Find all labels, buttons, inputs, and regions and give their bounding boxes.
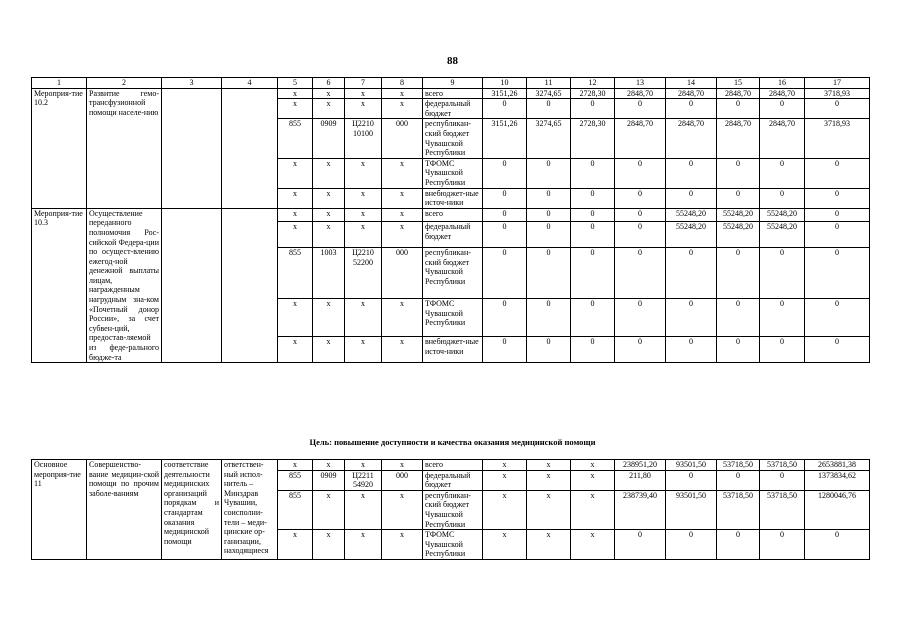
amount-cell: 55248,20 (666, 222, 717, 248)
amount-cell: 0 (615, 222, 666, 248)
amount-cell: 0 (615, 248, 666, 299)
amount-cell: 0 (483, 337, 527, 363)
amount-cell: 0 (805, 158, 870, 188)
funding-source-cell: всего (423, 88, 483, 99)
amount-cell: 0 (805, 298, 870, 336)
amount-cell: 53718,50 (717, 490, 760, 529)
amount-cell: 0 (527, 99, 571, 119)
amount-cell: 0 (666, 298, 717, 336)
code-cell: x (345, 88, 382, 99)
amount-cell: 0 (760, 188, 805, 208)
code-cell: 855 (278, 490, 313, 529)
table-row (32, 460, 870, 471)
amount-cell: 0 (571, 99, 615, 119)
code-cell: x (382, 490, 423, 529)
amount-cell: 0 (483, 248, 527, 299)
code-cell: Ц2211 54920 (345, 470, 382, 490)
target-indicator-cell: соответствие деятельности медицинских организаций порядкам и стандартам оказания медицинской помощи (162, 460, 222, 560)
code-cell: x (278, 208, 313, 222)
amount-cell: 0 (760, 337, 805, 363)
code-cell: x (382, 460, 423, 471)
amount-cell: x (571, 490, 615, 529)
column-number: 17 (805, 78, 870, 89)
amount-cell: 0 (717, 248, 760, 299)
amount-cell: 0 (760, 530, 805, 560)
column-number: 10 (483, 78, 527, 89)
amount-cell: 0 (483, 99, 527, 119)
column-number: 15 (717, 78, 760, 89)
budget-table-bottom (31, 459, 870, 560)
event-label-cell: Мероприя-тие 10.3 (32, 208, 87, 363)
amount-cell: 0 (760, 158, 805, 188)
amount-cell: 0 (666, 530, 717, 560)
amount-cell: 93501,50 (666, 490, 717, 529)
amount-cell: 0 (805, 222, 870, 248)
code-cell: x (278, 188, 313, 208)
page-number: 88 (447, 55, 458, 67)
amount-cell: 0 (666, 470, 717, 490)
amount-cell: 53718,50 (760, 460, 805, 471)
amount-cell: 2848,70 (615, 119, 666, 158)
column-number: 11 (527, 78, 571, 89)
funding-source-cell: всего (423, 460, 483, 471)
amount-cell: 0 (666, 99, 717, 119)
funding-source-cell: республикан-ский бюджет Чувашской Республики (423, 490, 483, 529)
amount-cell: 55248,20 (760, 208, 805, 222)
code-cell: x (382, 88, 423, 99)
amount-cell: 0 (717, 470, 760, 490)
column-number: 8 (382, 78, 423, 89)
amount-cell: 0 (615, 99, 666, 119)
amount-cell: 0 (805, 208, 870, 222)
code-cell: x (382, 99, 423, 119)
funding-source-cell: федеральный бюджет (423, 99, 483, 119)
header-row (32, 78, 870, 89)
amount-cell: 0 (717, 298, 760, 336)
amount-cell: 2848,70 (666, 88, 717, 99)
amount-cell: 2848,70 (666, 119, 717, 158)
amount-cell: 3151,26 (483, 88, 527, 99)
column-number: 9 (423, 78, 483, 89)
amount-cell: 0 (805, 99, 870, 119)
amount-cell: 211,80 (615, 470, 666, 490)
amount-cell: 0 (527, 208, 571, 222)
amount-cell: 0 (666, 188, 717, 208)
amount-cell: x (571, 530, 615, 560)
target-indicator-cell (162, 208, 222, 363)
amount-cell: 0 (483, 208, 527, 222)
amount-cell: 0 (760, 298, 805, 336)
amount-cell: x (571, 470, 615, 490)
code-cell: x (345, 460, 382, 471)
amount-cell: 0 (527, 222, 571, 248)
amount-cell: 238739,40 (615, 490, 666, 529)
amount-cell: 3274,65 (527, 119, 571, 158)
amount-cell: 0 (717, 188, 760, 208)
amount-cell: 0 (805, 530, 870, 560)
code-cell: x (382, 188, 423, 208)
amount-cell: 0 (527, 248, 571, 299)
amount-cell: 0 (527, 188, 571, 208)
amount-cell: 0 (615, 188, 666, 208)
amount-cell: 0 (760, 248, 805, 299)
amount-cell: 0 (666, 337, 717, 363)
amount-cell: 2848,70 (717, 88, 760, 99)
amount-cell: 0 (571, 208, 615, 222)
amount-cell: 2848,70 (760, 119, 805, 158)
code-cell: x (345, 337, 382, 363)
table-row (32, 208, 870, 222)
amount-cell: x (527, 460, 571, 471)
amount-cell: 0 (527, 158, 571, 188)
amount-cell: 0 (805, 188, 870, 208)
code-cell: Ц2210 52200 (345, 248, 382, 299)
code-cell: x (382, 208, 423, 222)
code-cell: x (313, 337, 345, 363)
amount-cell: x (527, 470, 571, 490)
column-number: 2 (87, 78, 162, 89)
amount-cell: 55248,20 (760, 222, 805, 248)
amount-cell: 0 (615, 530, 666, 560)
funding-source-cell: республикан-ский бюджет Чувашской Республики (423, 119, 483, 158)
code-cell: x (382, 530, 423, 560)
amount-cell: 0 (571, 298, 615, 336)
column-number: 14 (666, 78, 717, 89)
amount-cell: 0 (571, 222, 615, 248)
funding-source-cell: федеральный бюджет (423, 470, 483, 490)
code-cell: x (313, 460, 345, 471)
code-cell: x (345, 188, 382, 208)
amount-cell: 55248,20 (717, 222, 760, 248)
code-cell: x (278, 460, 313, 471)
amount-cell: 2728,30 (571, 119, 615, 158)
code-cell: x (278, 99, 313, 119)
column-number: 13 (615, 78, 666, 89)
amount-cell: x (483, 530, 527, 560)
amount-cell: 0 (483, 222, 527, 248)
target-indicator-cell (162, 88, 222, 208)
amount-cell: x (483, 470, 527, 490)
event-description-cell: Развитие гемо-трансфузионной помощи населе-нию (87, 88, 162, 208)
amount-cell: 3718,93 (805, 119, 870, 158)
amount-cell: 0 (571, 248, 615, 299)
funding-source-cell: ТФОМС Чувашской Республики (423, 298, 483, 336)
amount-cell: 93501,50 (666, 460, 717, 471)
code-cell: x (278, 158, 313, 188)
amount-cell: 238951,20 (615, 460, 666, 471)
amount-cell: 0 (666, 248, 717, 299)
code-cell: x (345, 490, 382, 529)
code-cell: x (345, 222, 382, 248)
amount-cell: 0 (717, 99, 760, 119)
amount-cell: x (527, 490, 571, 529)
code-cell: x (345, 208, 382, 222)
code-cell: 000 (382, 119, 423, 158)
amount-cell: 2653881,38 (805, 460, 870, 471)
code-cell: x (313, 298, 345, 336)
amount-cell: 0 (483, 158, 527, 188)
code-cell: x (313, 222, 345, 248)
amount-cell: 55248,20 (666, 208, 717, 222)
amount-cell: 0 (717, 158, 760, 188)
code-cell: 855 (278, 470, 313, 490)
funding-source-cell: федеральный бюджет (423, 222, 483, 248)
code-cell: 855 (278, 119, 313, 158)
column-number: 5 (278, 78, 313, 89)
code-cell: x (382, 222, 423, 248)
code-cell: x (278, 530, 313, 560)
amount-cell: 0 (717, 337, 760, 363)
amount-cell: 0 (615, 208, 666, 222)
code-cell: x (313, 188, 345, 208)
code-cell: x (278, 298, 313, 336)
amount-cell: x (483, 490, 527, 529)
code-cell: 0909 (313, 119, 345, 158)
funding-source-cell: всего (423, 208, 483, 222)
column-number: 3 (162, 78, 222, 89)
amount-cell: 0 (805, 248, 870, 299)
code-cell: x (382, 337, 423, 363)
code-cell: x (278, 337, 313, 363)
table-row (32, 88, 870, 99)
amount-cell: 0 (760, 470, 805, 490)
event-description-cell: Совершенство-вание медицин-ской помощи по прочим заболе-ваниям (87, 460, 162, 560)
amount-cell: 0 (527, 298, 571, 336)
amount-cell: 0 (483, 298, 527, 336)
code-cell: x (313, 158, 345, 188)
code-cell: x (313, 99, 345, 119)
responsible-cell: ответствен-ный испол-нитель – Минздрав Чувашии, соисполни-тели – меди-цинские ор-ганизации, находящиеся (222, 460, 278, 560)
column-number: 12 (571, 78, 615, 89)
column-number: 4 (222, 78, 278, 89)
column-number: 7 (345, 78, 382, 89)
funding-source-cell: внебюджет-ные источ-ники (423, 188, 483, 208)
amount-cell: 2728,30 (571, 88, 615, 99)
event-label-cell: Мероприя-тие 10.2 (32, 88, 87, 208)
goal-heading: Цель: повышение доступности и качества оказания медицинской помощи (309, 437, 596, 447)
code-cell: x (345, 530, 382, 560)
amount-cell: 1280046,76 (805, 490, 870, 529)
amount-cell: 0 (615, 158, 666, 188)
amount-cell: x (571, 460, 615, 471)
amount-cell: 1373834,62 (805, 470, 870, 490)
column-number: 6 (313, 78, 345, 89)
amount-cell: 3718,93 (805, 88, 870, 99)
amount-cell: 0 (571, 188, 615, 208)
event-label-cell: Основное мероприя-тие 11 (32, 460, 87, 560)
code-cell: x (345, 298, 382, 336)
funding-source-cell: ТФОМС Чувашской Республики (423, 158, 483, 188)
amount-cell: 0 (615, 298, 666, 336)
code-cell: x (382, 298, 423, 336)
amount-cell: 55248,20 (717, 208, 760, 222)
amount-cell: 0 (805, 337, 870, 363)
code-cell: 000 (382, 470, 423, 490)
amount-cell: 2848,70 (717, 119, 760, 158)
amount-cell: 2848,70 (615, 88, 666, 99)
code-cell: x (345, 158, 382, 188)
code-cell: 1003 (313, 248, 345, 299)
amount-cell: 0 (760, 99, 805, 119)
code-cell: x (278, 88, 313, 99)
code-cell: 855 (278, 248, 313, 299)
amount-cell: 0 (717, 530, 760, 560)
code-cell: 0909 (313, 470, 345, 490)
amount-cell: 53718,50 (717, 460, 760, 471)
amount-cell: 0 (527, 337, 571, 363)
amount-cell: 3151,26 (483, 119, 527, 158)
amount-cell: 0 (615, 337, 666, 363)
code-cell: x (313, 490, 345, 529)
code-cell: x (313, 208, 345, 222)
column-number: 1 (32, 78, 87, 89)
funding-source-cell: внебюджет-ные источ-ники (423, 337, 483, 363)
budget-table-top (31, 77, 870, 363)
code-cell: Ц2210 10100 (345, 119, 382, 158)
code-cell: 000 (382, 248, 423, 299)
amount-cell: 0 (666, 158, 717, 188)
column-number: 16 (760, 78, 805, 89)
funding-source-cell: ТФОМС Чувашской Республики (423, 530, 483, 560)
event-description-cell: Осуществление переданного полномочия Рос-сийской Федера-ции по осущест-влению ежегод-ной денежной выплаты лицам, награжденным нагрудным зна-ком «Почетный донор России», за счет субвен-ций, предостав-ляемой из феде-рального бюдже-та (87, 208, 162, 363)
code-cell: x (313, 88, 345, 99)
responsible-cell (222, 88, 278, 208)
amount-cell: 2848,70 (760, 88, 805, 99)
amount-cell: 0 (571, 337, 615, 363)
code-cell: x (345, 99, 382, 119)
code-cell: x (278, 222, 313, 248)
funding-source-cell: республикан-ский бюджет Чувашской Республики (423, 248, 483, 299)
amount-cell: x (527, 530, 571, 560)
amount-cell: 53718,50 (760, 490, 805, 529)
code-cell: x (313, 530, 345, 560)
amount-cell: 0 (483, 188, 527, 208)
amount-cell: x (483, 460, 527, 471)
amount-cell: 3274,65 (527, 88, 571, 99)
responsible-cell (222, 208, 278, 363)
amount-cell: 0 (571, 158, 615, 188)
code-cell: x (382, 158, 423, 188)
